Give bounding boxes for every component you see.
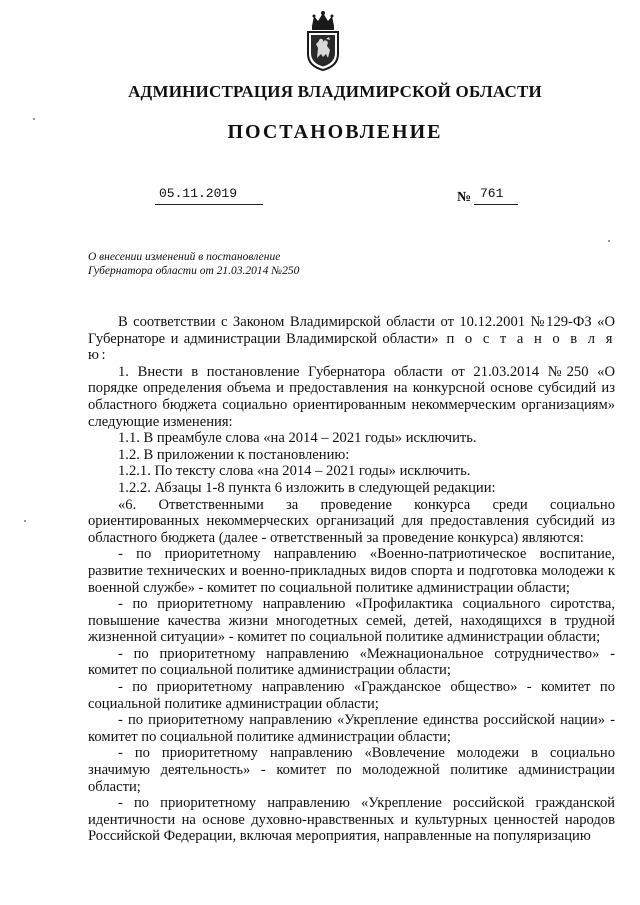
document-type-heading: ПОСТАНОВЛЕНИЕ: [227, 121, 443, 143]
scan-speck: [608, 240, 610, 242]
document-date: 05.11.2019: [155, 186, 263, 205]
vladimir-coat-of-arms-icon: [303, 10, 343, 72]
subject-line: Губернатора области от 21.03.2014 №250: [88, 265, 300, 277]
paragraph-item-1-2-1: 1.2.1. По тексту слова «на 2014 – 2021 годы» исключить.: [118, 463, 471, 480]
paragraph-list-item: - по приоритетному направлению «Гражданское общество» - комитет по социальной политике администрации области;: [88, 679, 615, 712]
paragraph-list-item: - по приоритетному направлению «Межнациональное сотрудничество» - комитет по социальной политике администрации области;: [88, 645, 615, 679]
paragraph-list-item: - по приоритетному направлению «Укрепление российской гражданской идентичности на основе духовно-нравственных и культурных ценностей народов Российской Федерации, включая мероприятия, направленные на популяризацию: [88, 795, 615, 845]
paragraph-list-item: - по приоритетному направлению «Военно-патриотическое воспитание, развитие технических и военно-прикладных видов спорта и подготовка молодежи к военной службе» - комитет по социальной политике администрации области;: [88, 546, 615, 596]
organization-title: АДМИНИСТРАЦИЯ ВЛАДИМИРСКОЙ ОБЛАСТИ: [128, 82, 542, 101]
document-number: 761: [474, 186, 518, 205]
paragraph-preamble: [88, 314, 615, 364]
number-sign-label: №: [457, 190, 472, 205]
paragraph-item-1: 1. Внести в постановление Губернатора области от 21.03.2014 №250 «О порядке определения объема и предоставления на конкурсной основе субсидий из областного бюджета социально ориентированным некоммерческим организациям» следующие изменения:: [88, 363, 615, 430]
paragraph-list-item: - по приоритетному направлению «Профилактика социального сиротства, повышение качества жизни многодетных семей, детей, находящихся в трудной жизненной ситуации» - комитет по социальной политике администрации области;: [88, 596, 615, 646]
document-subject: [88, 250, 299, 278]
paragraph-item-1-1: 1.1. В преамбуле слова «на 2014 – 2021 годы» исключить.: [118, 430, 477, 447]
scan-speck: [24, 520, 26, 522]
paragraph-clause-6: «6. Ответственными за проведение конкурса среди социально ориентированных некоммерческих организаций для предоставления субсидий из областного бюджета (далее - ответственный за проведение конкурса) являются:: [88, 496, 615, 546]
scan-speck: [33, 118, 35, 120]
paragraph-item-1-2-2: 1.2.2. Абзацы 1-8 пункта 6 изложить в следующей редакции:: [118, 479, 496, 496]
paragraph-list-item: - по приоритетному направлению «Укрепление единства российской нации» - комитет по социальной политике администрации области;: [88, 712, 615, 745]
subject-line: О внесении изменений в постановление: [88, 251, 281, 263]
document-body: [88, 314, 615, 845]
paragraph-list-item: - по приоритетному направлению «Вовлечение молодежи в социально значимую деятельность» - комитет по молодежной политике администрации области;: [88, 745, 615, 795]
resolve-word: п о с т а н о в л я ю:: [88, 330, 616, 364]
paragraph-item-1-2: 1.2. В приложении к постановлению:: [118, 446, 350, 463]
preamble-text: В соответствии с Законом Владимирской области от 10.12.2001 №129-ФЗ «О Губернаторе и администрации Владимирской области»: [88, 314, 615, 347]
